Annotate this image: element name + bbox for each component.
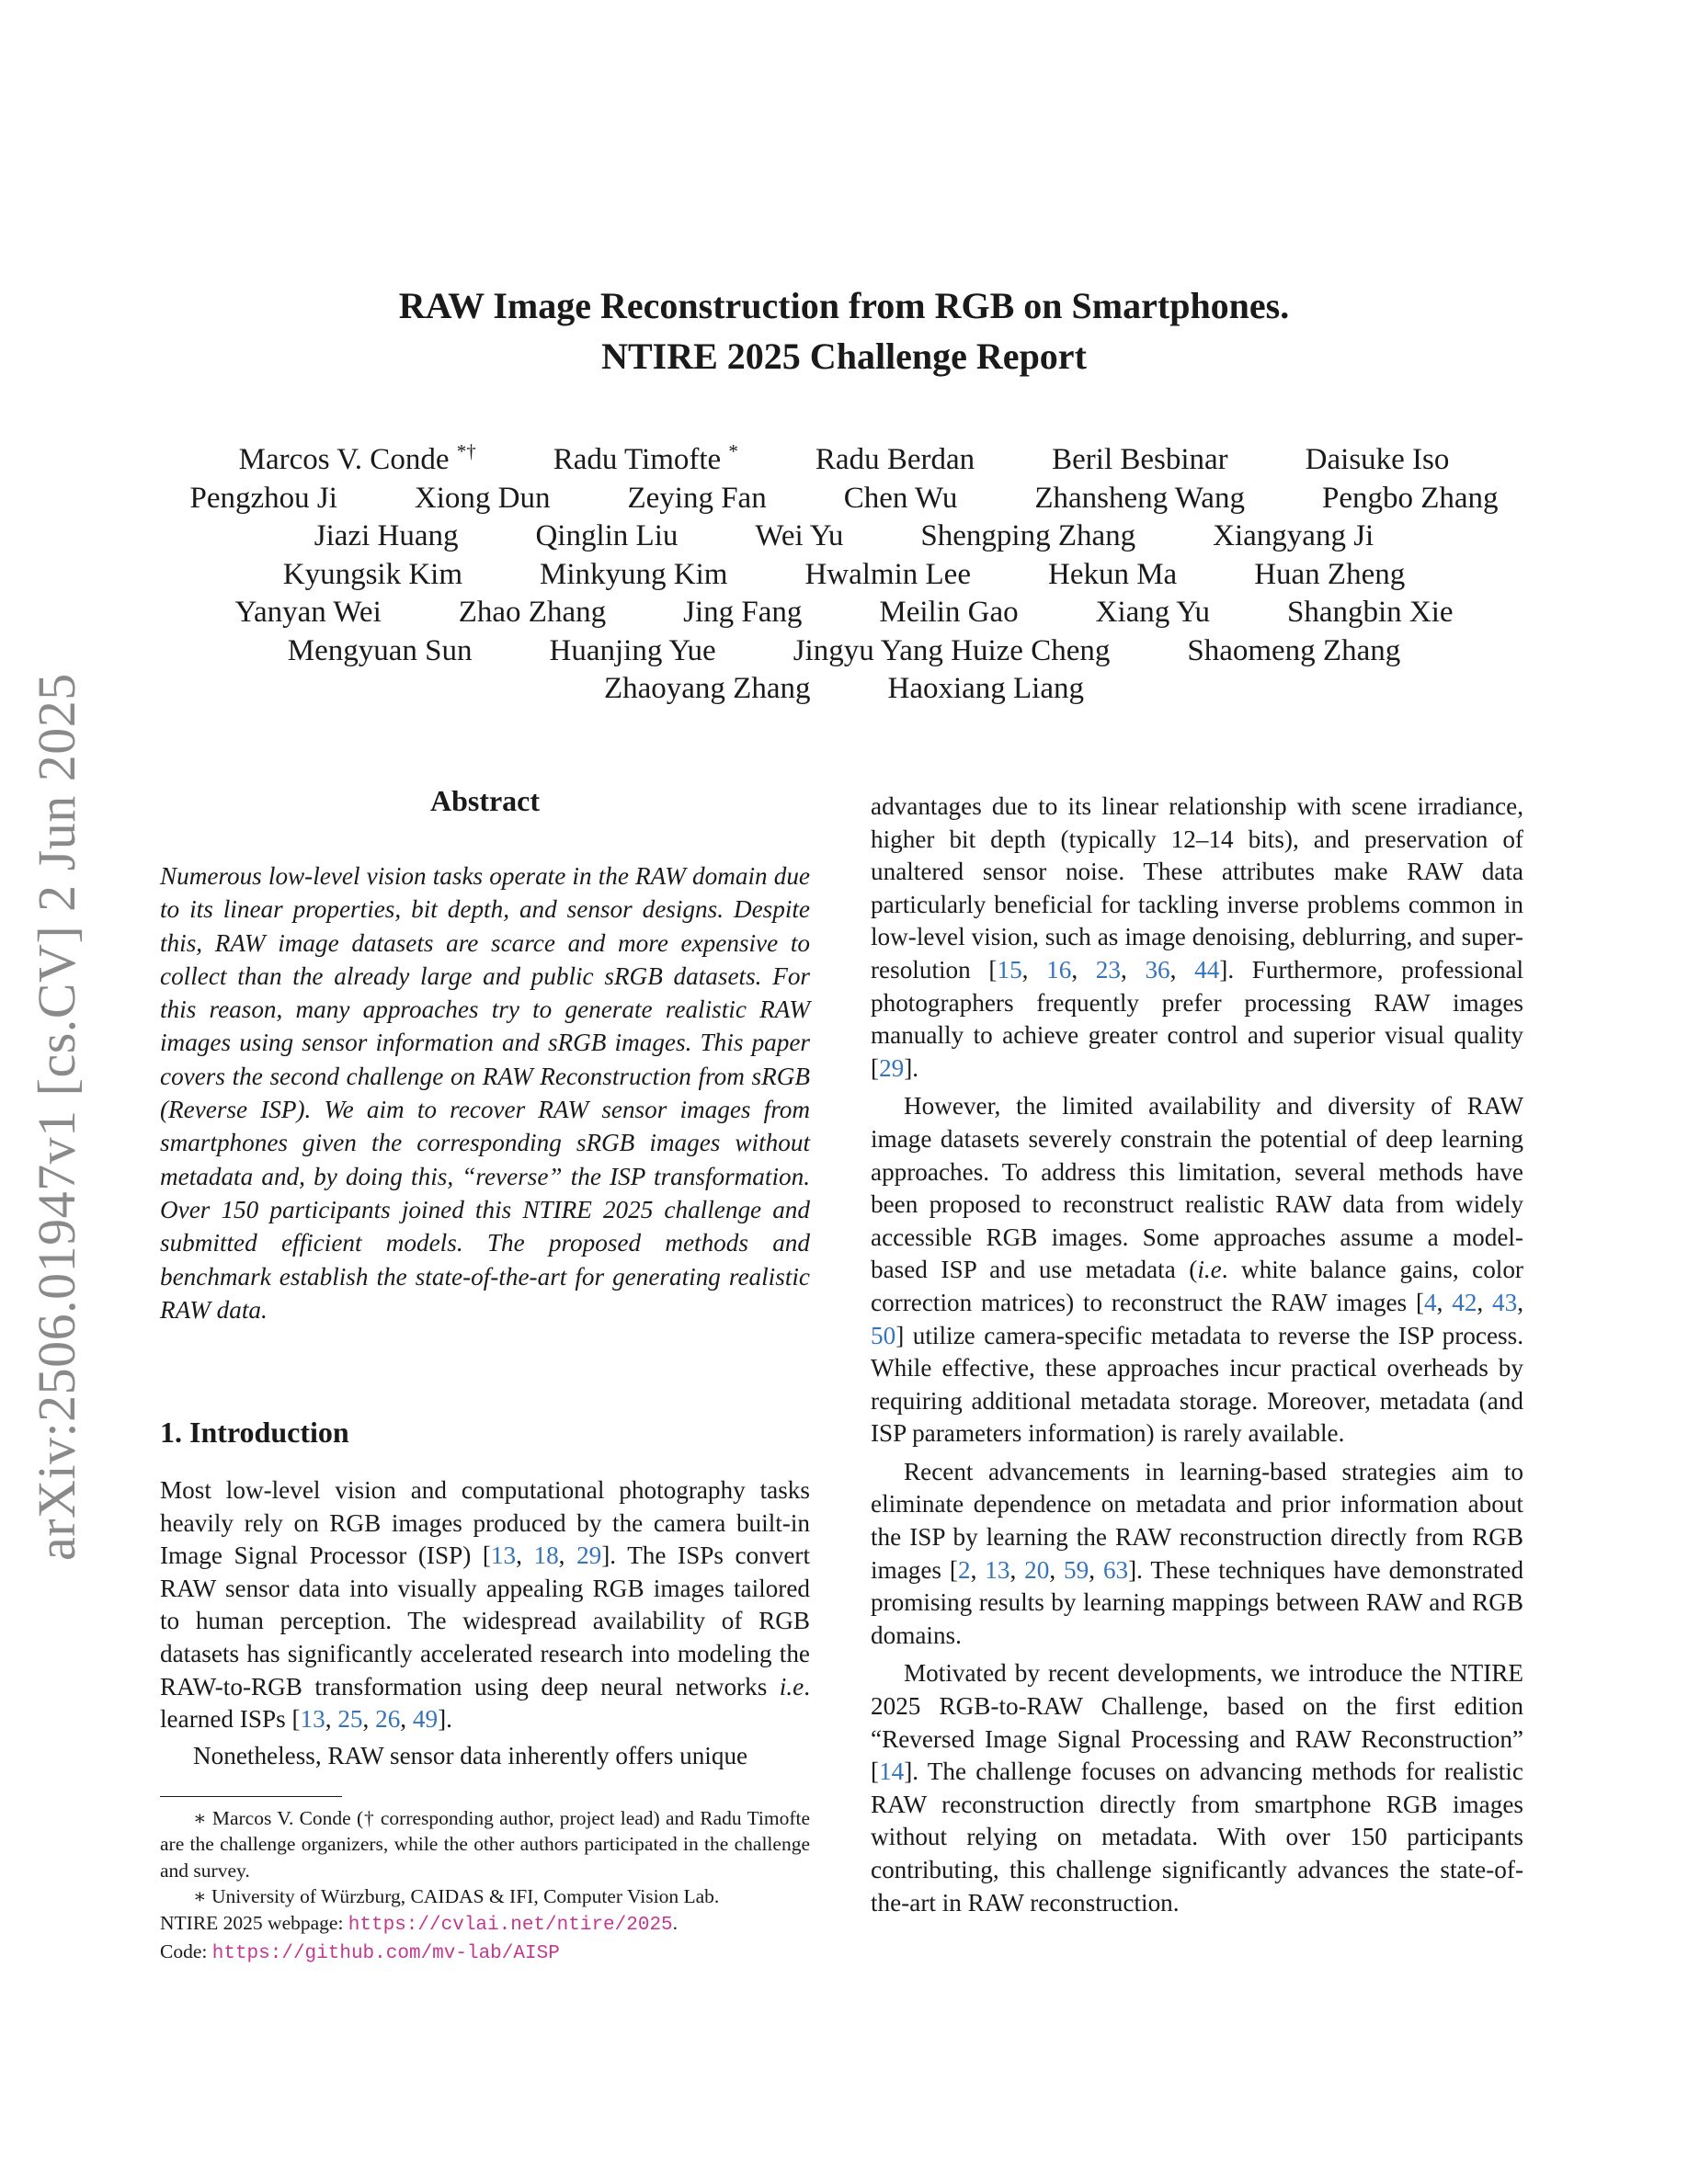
citation-link[interactable]: 13 bbox=[490, 1541, 517, 1570]
introduction-body bbox=[160, 1474, 810, 1772]
paragraph: advantages due to its linear relationship with scene irradiance, higher bit depth (typically 12–14 bits), and preservation of unaltered sensor noise. These attributes make RAW data particularly beneficial for tackling inverse problems common in low-level vision, such as image denoising, deblurring, and super-resolution [15, 16, 23, 36, 44]. Furthermore, professional photographers frequently prefer processing RAW images manually to achieve greater control and superior visual quality [29]. bbox=[871, 792, 1524, 1082]
author-name: Huan Zheng bbox=[1254, 557, 1406, 591]
author-name: Huanjing Yue bbox=[549, 633, 716, 667]
right-column-body bbox=[871, 791, 1523, 1919]
citation-link[interactable]: 20 bbox=[1024, 1555, 1050, 1584]
author-row bbox=[138, 556, 1550, 595]
author-name: Xiong Dun bbox=[414, 481, 551, 515]
author-name: Radu Timofte * bbox=[553, 440, 738, 476]
author-name: Pengbo Zhang bbox=[1321, 481, 1499, 515]
citation-link[interactable]: 26 bbox=[375, 1705, 401, 1734]
author-name: Zhansheng Wang bbox=[1034, 481, 1245, 515]
author-row bbox=[138, 480, 1550, 518]
author-name: Jiazi Huang bbox=[314, 519, 459, 552]
author-name: Marcos V. Conde *† bbox=[238, 440, 476, 476]
footnote: Code: https://github.com/mv-lab/AISP bbox=[160, 1940, 560, 1965]
citation-link[interactable]: 15 bbox=[997, 955, 1022, 984]
paragraph: However, the limited availability and diversity of RAW image datasets severely constrain the potential of deep learning approaches. To address this limitation, several methods have been proposed to reconstruct realistic RAW data from widely accessible RGB images. Some approaches assume a model-based ISP and use metadata (i.e. white balance gains, color correction matrices) to reconstruct the RAW images [4, 42, 43, 50] utilize camera-specific metadata to reverse the ISP process. While effective, these approaches incur practical overheads by requiring additional metadata storage. Moreover, metadata (and ISP parameters information) is rarely available. bbox=[871, 1092, 1524, 1448]
author-name: Hekun Ma bbox=[1047, 557, 1178, 591]
author-name: Zeying Fan bbox=[627, 481, 767, 515]
author-name: Xiang Yu bbox=[1095, 596, 1210, 629]
footnote: ∗ University of Würzburg, CAIDAS & IFI, Computer Vision Lab. bbox=[193, 1885, 720, 1908]
author-name: Zhaoyang Zhang bbox=[603, 672, 811, 705]
title-line-2: NTIRE 2025 Challenge Report bbox=[601, 336, 1087, 377]
paragraph: Nonetheless, RAW sensor data inherently offers unique bbox=[193, 1741, 748, 1769]
author-name: Jingyu Yang Huize Cheng bbox=[793, 633, 1111, 667]
author-list bbox=[138, 441, 1550, 709]
author-name: Shengping Zhang bbox=[920, 519, 1136, 552]
citation-link[interactable]: 43 bbox=[1492, 1288, 1518, 1316]
author-name: Yanyan Wei bbox=[234, 596, 382, 629]
footnote: ∗ Marcos V. Conde († corresponding author, project lead) and Radu Timofte are the challenge organizers, while the other authors participated in the challenge and survey. bbox=[160, 1807, 810, 1882]
citation-link[interactable]: 63 bbox=[1102, 1555, 1129, 1584]
citation-link[interactable]: 42 bbox=[1452, 1288, 1477, 1316]
abstract-heading: Abstract bbox=[429, 784, 541, 817]
paragraph: Motivated by recent developments, we introduce the NTIRE 2025 RGB-to-RAW Challenge, based on the first edition “Reversed Image Signal Processing and RAW Reconstruction” [14]. The challenge focuses on advancing methods for realistic RAW reconstruction directly from smartphone RGB images without relying on metadata. With over 150 participants contributing, this challenge significantly advances the state-of-the-art in RAW reconstruction. bbox=[871, 1659, 1523, 1917]
author-name: Pengzhou Ji bbox=[189, 481, 337, 515]
author-name: Radu Berdan bbox=[815, 443, 975, 476]
paper-title bbox=[0, 280, 1688, 381]
title-line-1: RAW Image Reconstruction from RGB on Smartphones. bbox=[398, 285, 1290, 326]
footnote-divider bbox=[160, 1796, 342, 1797]
citation-link[interactable]: 2 bbox=[957, 1555, 971, 1584]
author-row bbox=[138, 441, 1550, 480]
citation-link[interactable]: 13 bbox=[300, 1705, 325, 1734]
author-name: Zhao Zhang bbox=[458, 596, 607, 629]
code-link[interactable]: https://github.com/mv-lab/AISP bbox=[211, 1943, 560, 1965]
footnote: NTIRE 2025 webpage: https://cvlai.net/ntire/2025. bbox=[160, 1911, 679, 1936]
citation-link[interactable]: 59 bbox=[1064, 1555, 1089, 1584]
author-name: Shaomeng Zhang bbox=[1187, 633, 1401, 667]
citation-link[interactable]: 14 bbox=[879, 1757, 905, 1786]
author-row bbox=[138, 670, 1550, 709]
citation-link[interactable]: 25 bbox=[337, 1705, 363, 1734]
arxiv-identifier: arXiv:2506.01947v1 [cs.CV] 2 Jun 2025 bbox=[27, 673, 86, 1561]
author-name: Qinglin Liu bbox=[535, 519, 679, 552]
author-row bbox=[138, 632, 1550, 671]
citation-link[interactable]: 44 bbox=[1194, 955, 1220, 984]
author-name: Kyungsik Kim bbox=[282, 557, 463, 591]
citation-link[interactable]: 18 bbox=[533, 1541, 559, 1570]
citation-link[interactable]: 16 bbox=[1046, 955, 1072, 984]
citation-link[interactable]: 23 bbox=[1095, 955, 1121, 984]
section-heading-introduction: 1. Introduction bbox=[160, 1416, 349, 1449]
citation-link[interactable]: 4 bbox=[1424, 1288, 1437, 1316]
author-name: Chen Wu bbox=[843, 481, 958, 515]
citation-link[interactable]: 36 bbox=[1145, 955, 1170, 984]
author-name: Minkyung Kim bbox=[540, 557, 728, 591]
author-name: Meilin Gao bbox=[879, 596, 1019, 629]
author-name: Hwalmin Lee bbox=[804, 557, 971, 591]
citation-link[interactable]: 13 bbox=[985, 1555, 1010, 1584]
author-name: Xiangyang Ji bbox=[1213, 519, 1374, 552]
citation-link[interactable]: 29 bbox=[879, 1053, 905, 1082]
author-name: Mengyuan Sun bbox=[287, 633, 473, 667]
author-name: Daisuke Iso bbox=[1305, 443, 1450, 476]
citation-link[interactable]: 49 bbox=[412, 1705, 439, 1734]
author-name: Haoxiang Liang bbox=[887, 672, 1085, 705]
footnotes bbox=[160, 1805, 810, 1967]
author-row bbox=[138, 594, 1550, 632]
paragraph: Most low-level vision and computational photography tasks heavily rely on RGB images produced by the camera built-in Image Signal Processor (ISP) [13, 18, 29]. The ISPs convert RAW sensor data into visually appealing RGB images tailored to human perception. The widespread availability of RGB datasets has significantly accelerated research into modeling the RAW-to-RGB transformation using deep neural networks i.e. learned ISPs [13, 25, 26, 49]. bbox=[160, 1476, 811, 1734]
abstract-text: Numerous low-level vision tasks operate in the RAW domain due to its linear properties, bit depth, and sensor designs. Despite this, RAW image datasets are scarce and more expensive to collect than the already large and public sRGB datasets. For this reason, many approaches try to generate realistic RAW images using sensor information and sRGB images. This paper covers the second challenge on RAW Reconstruction from sRGB (Reverse ISP). We aim to recover RAW sensor images from smartphones given the corresponding sRGB images without metadata and, by doing this, “reverse” the ISP transformation. Over 150 participants joined this NTIRE 2025 challenge and submitted efficient models. The proposed methods and benchmark establish the state-of-the-art for generating realistic RAW data. bbox=[160, 862, 810, 1324]
author-row bbox=[138, 518, 1550, 556]
author-name: Wei Yu bbox=[755, 519, 844, 552]
webpage-link[interactable]: https://cvlai.net/ntire/2025 bbox=[348, 1914, 673, 1936]
paragraph: Recent advancements in learning-based strategies aim to eliminate dependence on metadata and prior information about the ISP by learning the RAW reconstruction directly from RGB images [2, 13, 20, 59, 63]. These techniques have demonstrated promising results by learning mappings between RAW and RGB domains. bbox=[871, 1457, 1524, 1649]
citation-link[interactable]: 50 bbox=[871, 1321, 896, 1349]
author-name: Jing Fang bbox=[683, 596, 803, 629]
author-name: Beril Besbinar bbox=[1052, 443, 1228, 476]
citation-link[interactable]: 29 bbox=[576, 1541, 602, 1570]
author-name: Shangbin Xie bbox=[1286, 596, 1454, 629]
